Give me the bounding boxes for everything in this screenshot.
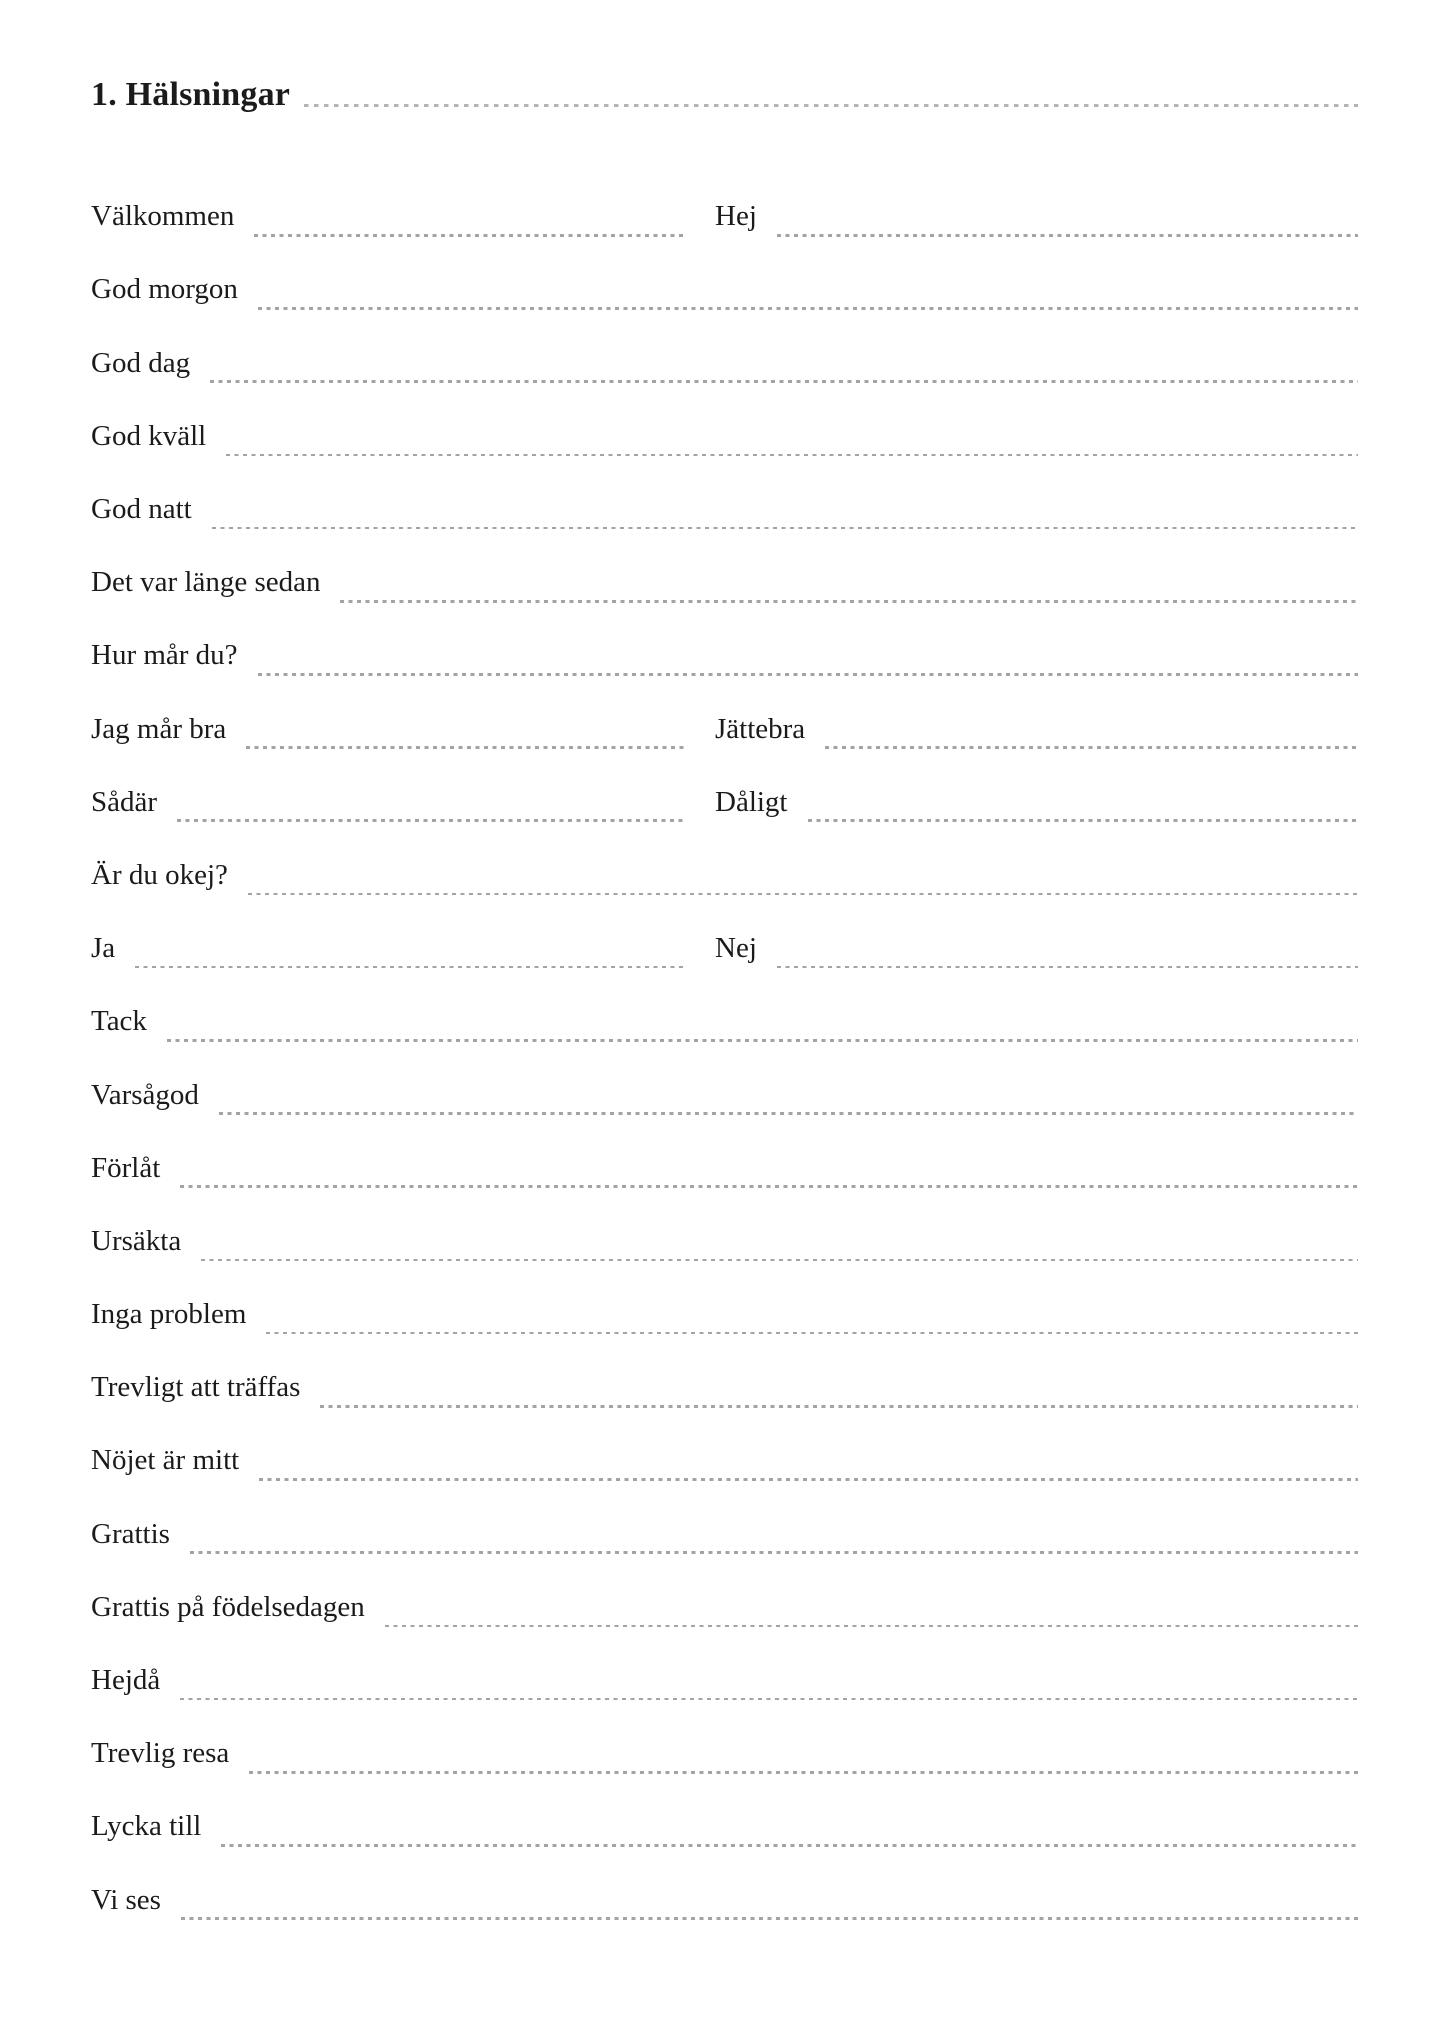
phrase-row — [91, 1408, 1358, 1481]
phrase-cell-left — [91, 933, 686, 968]
phrase-label: Hur mår du? — [91, 639, 238, 672]
phrase-row — [91, 1042, 1358, 1115]
phrase-rows — [91, 163, 1358, 1920]
phrase-cell-right — [715, 201, 1358, 236]
phrase-label: Jag mår bra — [91, 712, 227, 745]
answer-blank-line — [259, 1478, 1358, 1481]
phrase-cell-left — [91, 787, 686, 822]
answer-blank-line — [777, 234, 1358, 237]
phrase-label: Vi ses — [91, 1883, 161, 1916]
answer-blank-line — [320, 1405, 1358, 1408]
phrase-label: Tack — [91, 1005, 147, 1038]
answer-blank-line — [258, 307, 1358, 310]
answer-blank-line — [340, 600, 1358, 603]
phrase-cell-left — [91, 640, 1358, 675]
answer-blank-line — [258, 673, 1358, 676]
phrase-row — [91, 1774, 1358, 1847]
answer-blank-line — [167, 1039, 1358, 1042]
answer-blank-line — [135, 966, 686, 969]
answer-blank-line — [808, 819, 1359, 822]
answer-blank-line — [210, 380, 1358, 383]
phrase-row — [91, 1481, 1358, 1554]
phrase-label: Inga problem — [91, 1298, 247, 1331]
phrase-label: Trevligt att träffas — [91, 1371, 301, 1404]
phrase-row — [91, 310, 1358, 383]
phrase-row — [91, 1115, 1358, 1188]
phrase-label: Förlåt — [91, 1151, 161, 1184]
phrase-cell-right — [715, 714, 1358, 749]
phrase-row — [91, 163, 1358, 236]
phrase-label: Välkommen — [91, 200, 235, 233]
phrase-label: Lycka till — [91, 1810, 202, 1843]
answer-blank-line — [249, 1771, 1358, 1774]
phrase-cell-left — [91, 348, 1358, 383]
answer-blank-line — [246, 746, 686, 749]
phrase-cell-left — [91, 1738, 1358, 1773]
phrase-cell-right — [715, 787, 1358, 822]
phrase-cell-left — [91, 1372, 1358, 1407]
phrase-row — [91, 1334, 1358, 1407]
phrase-row — [91, 456, 1358, 529]
phrase-label: Nöjet är mitt — [91, 1444, 240, 1477]
phrase-cell-left — [91, 1665, 1358, 1700]
phrase-cell-left — [91, 494, 1358, 529]
phrase-label: Trevlig resa — [91, 1737, 230, 1770]
phrase-label: Varsågod — [91, 1078, 199, 1111]
phrase-label: Nej — [715, 932, 757, 965]
phrase-row — [91, 749, 1358, 822]
phrase-cell-left — [91, 1006, 1358, 1041]
phrase-cell-left — [91, 714, 686, 749]
answer-blank-line — [385, 1625, 1358, 1628]
phrase-label: Ursäkta — [91, 1224, 182, 1257]
title-dotted-line — [304, 104, 1358, 107]
phrase-cell-left — [91, 1080, 1358, 1115]
answer-blank-line — [190, 1551, 1358, 1554]
phrase-row — [91, 1554, 1358, 1627]
phrase-cell-left — [91, 1153, 1358, 1188]
phrase-cell-left — [91, 860, 1358, 895]
phrase-label: Hej — [715, 200, 757, 233]
phrase-cell-left — [91, 1811, 1358, 1846]
answer-blank-line — [181, 1917, 1358, 1920]
phrase-label: Sådär — [91, 785, 158, 818]
phrase-cell-left — [91, 274, 1358, 309]
phrase-row — [91, 237, 1358, 310]
phrase-cell-left — [91, 1226, 1358, 1261]
phrase-cell-left — [91, 1299, 1358, 1334]
phrase-label: Grattis på födelsedagen — [91, 1590, 365, 1623]
phrase-label: Grattis — [91, 1517, 170, 1550]
answer-blank-line — [221, 1844, 1358, 1847]
phrase-label: Är du okej? — [91, 858, 228, 891]
phrase-row — [91, 676, 1358, 749]
phrase-cell-left — [91, 1445, 1358, 1480]
phrase-label: Hejdå — [91, 1664, 161, 1697]
phrase-label: Jättebra — [715, 712, 806, 745]
phrase-row — [91, 1847, 1358, 1920]
phrase-label: God morgon — [91, 273, 238, 306]
phrase-row — [91, 529, 1358, 602]
answer-blank-line — [201, 1259, 1358, 1262]
phrase-label: God kväll — [91, 419, 207, 452]
phrase-row — [91, 1700, 1358, 1773]
answer-blank-line — [266, 1332, 1358, 1335]
answer-blank-line — [212, 527, 1358, 530]
phrase-row — [91, 968, 1358, 1041]
phrase-cell-left — [91, 1519, 1358, 1554]
section-title-row — [91, 76, 1358, 113]
answer-blank-line — [180, 1185, 1358, 1188]
answer-blank-line — [248, 893, 1358, 896]
phrase-label: God natt — [91, 493, 192, 526]
answer-blank-line — [777, 966, 1358, 969]
answer-blank-line — [825, 746, 1358, 749]
answer-blank-line — [219, 1112, 1358, 1115]
phrase-row — [91, 1627, 1358, 1700]
phrase-row — [91, 895, 1358, 968]
phrase-row — [91, 822, 1358, 895]
answer-blank-line — [180, 1698, 1358, 1701]
phrase-label: Det var länge sedan — [91, 566, 321, 599]
answer-blank-line — [177, 819, 686, 822]
phrase-row — [91, 1261, 1358, 1334]
phrase-cell-right — [715, 933, 1358, 968]
phrase-row — [91, 383, 1358, 456]
phrase-cell-left — [91, 421, 1358, 456]
answer-blank-line — [226, 454, 1358, 457]
phrase-cell-left — [91, 1592, 1358, 1627]
phrase-cell-left — [91, 201, 686, 236]
phrase-cell-left — [91, 567, 1358, 602]
phrase-cell-left — [91, 1885, 1358, 1920]
phrase-row — [91, 603, 1358, 676]
phrase-row — [91, 1188, 1358, 1261]
phrase-label: Ja — [91, 932, 116, 965]
page-title: 1. Hälsningar — [91, 76, 291, 113]
answer-blank-line — [254, 234, 686, 237]
phrase-label: God dag — [91, 346, 191, 379]
phrase-label: Dåligt — [715, 785, 788, 818]
